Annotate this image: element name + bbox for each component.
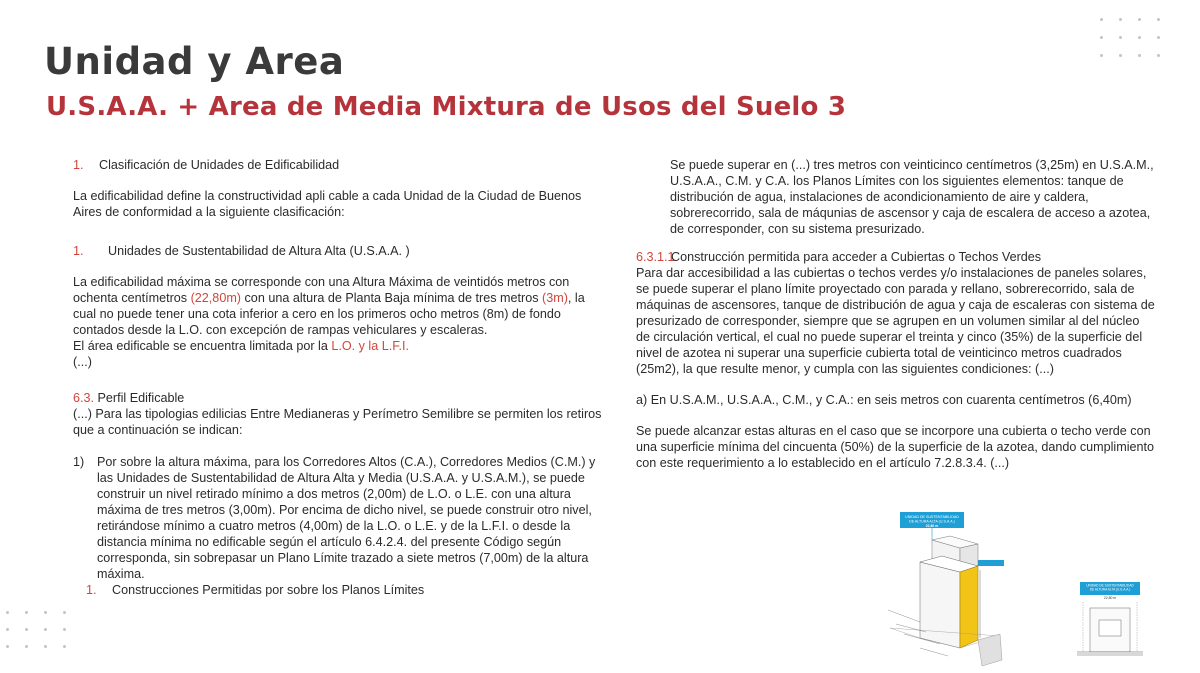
- decorative-dot: [63, 611, 66, 614]
- paragraph: [73, 274, 608, 338]
- decorative-dot: [44, 628, 47, 631]
- right-column: [636, 157, 1156, 471]
- section-title: Construcción permitida para acceder a Cubiertas o Techos Verdes: [671, 250, 1042, 264]
- paragraph: (...): [73, 355, 92, 369]
- section-number: 1.: [73, 244, 84, 258]
- decorative-dot: [25, 628, 28, 631]
- diagram-height-label: 22,80 m: [925, 523, 939, 528]
- list-number: 1): [73, 455, 85, 469]
- decorative-dot: [44, 611, 47, 614]
- paragraph: (...) Para las tipologias edilicias Entre Medianeras y Perímetro Semilibre se permiten los retiros que a continuación se indican:: [73, 407, 602, 437]
- ground-fill: [1077, 652, 1143, 656]
- section-core: [1099, 620, 1121, 636]
- diagram-label-line1: UNIDAD DE SUSTENTABILIDAD: [905, 515, 959, 519]
- diagram-height-label: 22,80 m: [1103, 596, 1117, 600]
- ground-slab: [978, 634, 1002, 666]
- text-run: , la cual no puede tener una cota inferior a cero en los primeros ocho metros (8m) de fondo contados desde la L.O. con excepción de rampas vehiculares y escaleras.: [73, 291, 585, 337]
- text-run: con una altura de Planta Baja mínima de tres metros: [241, 291, 543, 305]
- building-axonometric-diagram: [870, 510, 1010, 670]
- decorative-dot: [1138, 36, 1141, 39]
- decorative-dot: [1119, 54, 1122, 57]
- decorative-dot: [63, 645, 66, 648]
- section-heading: [73, 243, 608, 259]
- section-title: Clasificación de Unidades de Edificabilidad: [99, 158, 340, 172]
- decorative-dot: [1100, 36, 1103, 39]
- left-column: [73, 157, 608, 598]
- decorative-dot: [1157, 36, 1160, 39]
- diagram-label-line2: DE ALTURA ALTA (U.S.A.A.): [1089, 587, 1131, 592]
- paragraph: La edificabilidad define la constructividad apli cable a cada Unidad de la Ciudad de Buenos Aires de conformidad a la siguiente clasificación:: [73, 189, 582, 219]
- decorative-dot: [1138, 54, 1141, 57]
- decorative-dots-bottom-left: [6, 611, 91, 656]
- decorative-dot: [63, 628, 66, 631]
- page-subtitle: U.S.A.A. + Area de Media Mixtura de Usos del Suelo 3: [46, 92, 847, 122]
- decorative-dots-top-right: [1100, 18, 1170, 63]
- highlight-value: L.O. y la L.F.I.: [331, 339, 410, 353]
- section-number: 1.: [86, 583, 97, 597]
- tower-yellow-side: [960, 566, 978, 648]
- decorative-dot: [1100, 54, 1103, 57]
- decorative-dot: [6, 628, 9, 631]
- page-title: Unidad y Area: [44, 40, 345, 83]
- paragraph: a) En U.S.A.M., U.S.A.A., C.M., y C.A.: en seis metros con cuarenta centímetros (6,40m): [636, 393, 1132, 407]
- dimension-line: [920, 648, 948, 656]
- diagram-tag: [974, 560, 1004, 566]
- decorative-dot: [1138, 18, 1141, 21]
- list-item: [73, 454, 608, 582]
- section-heading: [73, 157, 608, 173]
- diagram-label-line1: UNIDAD DE SUSTENTABILIDAD: [1086, 583, 1134, 588]
- list-text: Por sobre la altura máxima, para los Corredores Altos (C.A.), Corredores Medios (C.M.) y las Unidades de Sustentabilidad de Altura Alta y Media (U.S.A.A. y U.S.A.M.), se puede construir un nivel retirado mínimo a dos metros (2,00m) de L.O. o L.E. con una altura máxima de tres metros (3,00m). Por encima de dicho nivel, se puede construir otro nivel, retirándose mínimo a cuatro metros (4,00m) de la L.O. o L.E. y de la L.F.I. o desde la distancia mínima no edificable según el artículo 6.4.2.4. del presente Código según corresponda, sin sobrepasar un Plano Límite trazado a siete metros (7,00m) de la altura máxima.: [97, 455, 596, 581]
- decorative-dot: [6, 611, 9, 614]
- highlight-value: (22,80m): [190, 291, 242, 305]
- decorative-dot: [25, 645, 28, 648]
- paragraph: Para dar accesibilidad a las cubiertas o techos verdes y/o instalaciones de paneles solares, se puede superar el plano límite proyectado con parada y rellano, sobrerecorrido, sala de máquinas de ascensores, tanque de distribución de agua y caja de escaleras con sistema de presurizado de corresponder, siempre que se agrupen en un volumen similar al del núcleo de circulación vertical, el cual no puede superar el treinta y cinco (35%) de la superficie del nivel de azotea ni superar una superficie cubierta total de veinticinco metros cuadrados (25m2), la que resulte menor, y cumpla con las siguientes condiciones: (...): [636, 266, 1155, 376]
- building-section-diagram: [1075, 580, 1145, 658]
- paragraph: [73, 338, 608, 354]
- paragraph: Se puede superar en (...) tres metros con veinticinco centímetros (3,25m) en U.S.A.M., U.S.A.A., C.M. y C.A. los Planos Límites con los siguientes elementos: tanque de distribución de agua, instalaciones de acondicionamiento de aire y caldera, sobrerecorrido, sala de máqunias de ascensor y caja de escalera de acceso a azotea, de corresponder, con su sistema presurizado.: [670, 158, 1154, 236]
- decorative-dot: [1119, 18, 1122, 21]
- diagram-label-line2: DE ALTURA ALTA (U.S.A.A.): [909, 519, 955, 524]
- decorative-dot: [1100, 18, 1103, 21]
- dimension-line: [888, 610, 920, 622]
- decorative-dot: [25, 611, 28, 614]
- decorative-dot: [44, 645, 47, 648]
- decorative-dot: [1157, 54, 1160, 57]
- decorative-dot: [6, 645, 9, 648]
- section-title: Construcciones Permitidas por sobre los Planos Límites: [112, 583, 425, 597]
- paragraph: Se puede alcanzar estas alturas en el caso que se incorpore una cubierta o techo verde con una superficie mínima del cincuenta (50%) de la superficie de la azotea, dando cumplimiento con este requerimiento a lo establecido en el artículo 7.2.8.3.4. (...): [636, 424, 1155, 470]
- text-run: El área edificable se encuentra limitada por la: [73, 339, 332, 353]
- section-number: 1.: [73, 158, 84, 172]
- section-heading: [73, 582, 608, 598]
- tower-front-face: [920, 562, 960, 648]
- section-heading: [73, 390, 608, 406]
- section-number: 6.3.: [73, 391, 95, 405]
- section-heading: [636, 249, 1156, 265]
- text-run: La edificabilidad máxima se corresponde con una Altura Máxima de veintidós metros con ochenta centímetros: [73, 275, 570, 305]
- section-title: Unidades de Sustentabilidad de Altura Alta (U.S.A.A. ): [108, 244, 410, 258]
- highlight-value: (3m): [542, 291, 568, 305]
- decorative-dot: [1157, 18, 1160, 21]
- decorative-dot: [1119, 36, 1122, 39]
- section-number: 6.3.1.1: [636, 250, 675, 264]
- section-title: Perfil Edificable: [94, 391, 185, 405]
